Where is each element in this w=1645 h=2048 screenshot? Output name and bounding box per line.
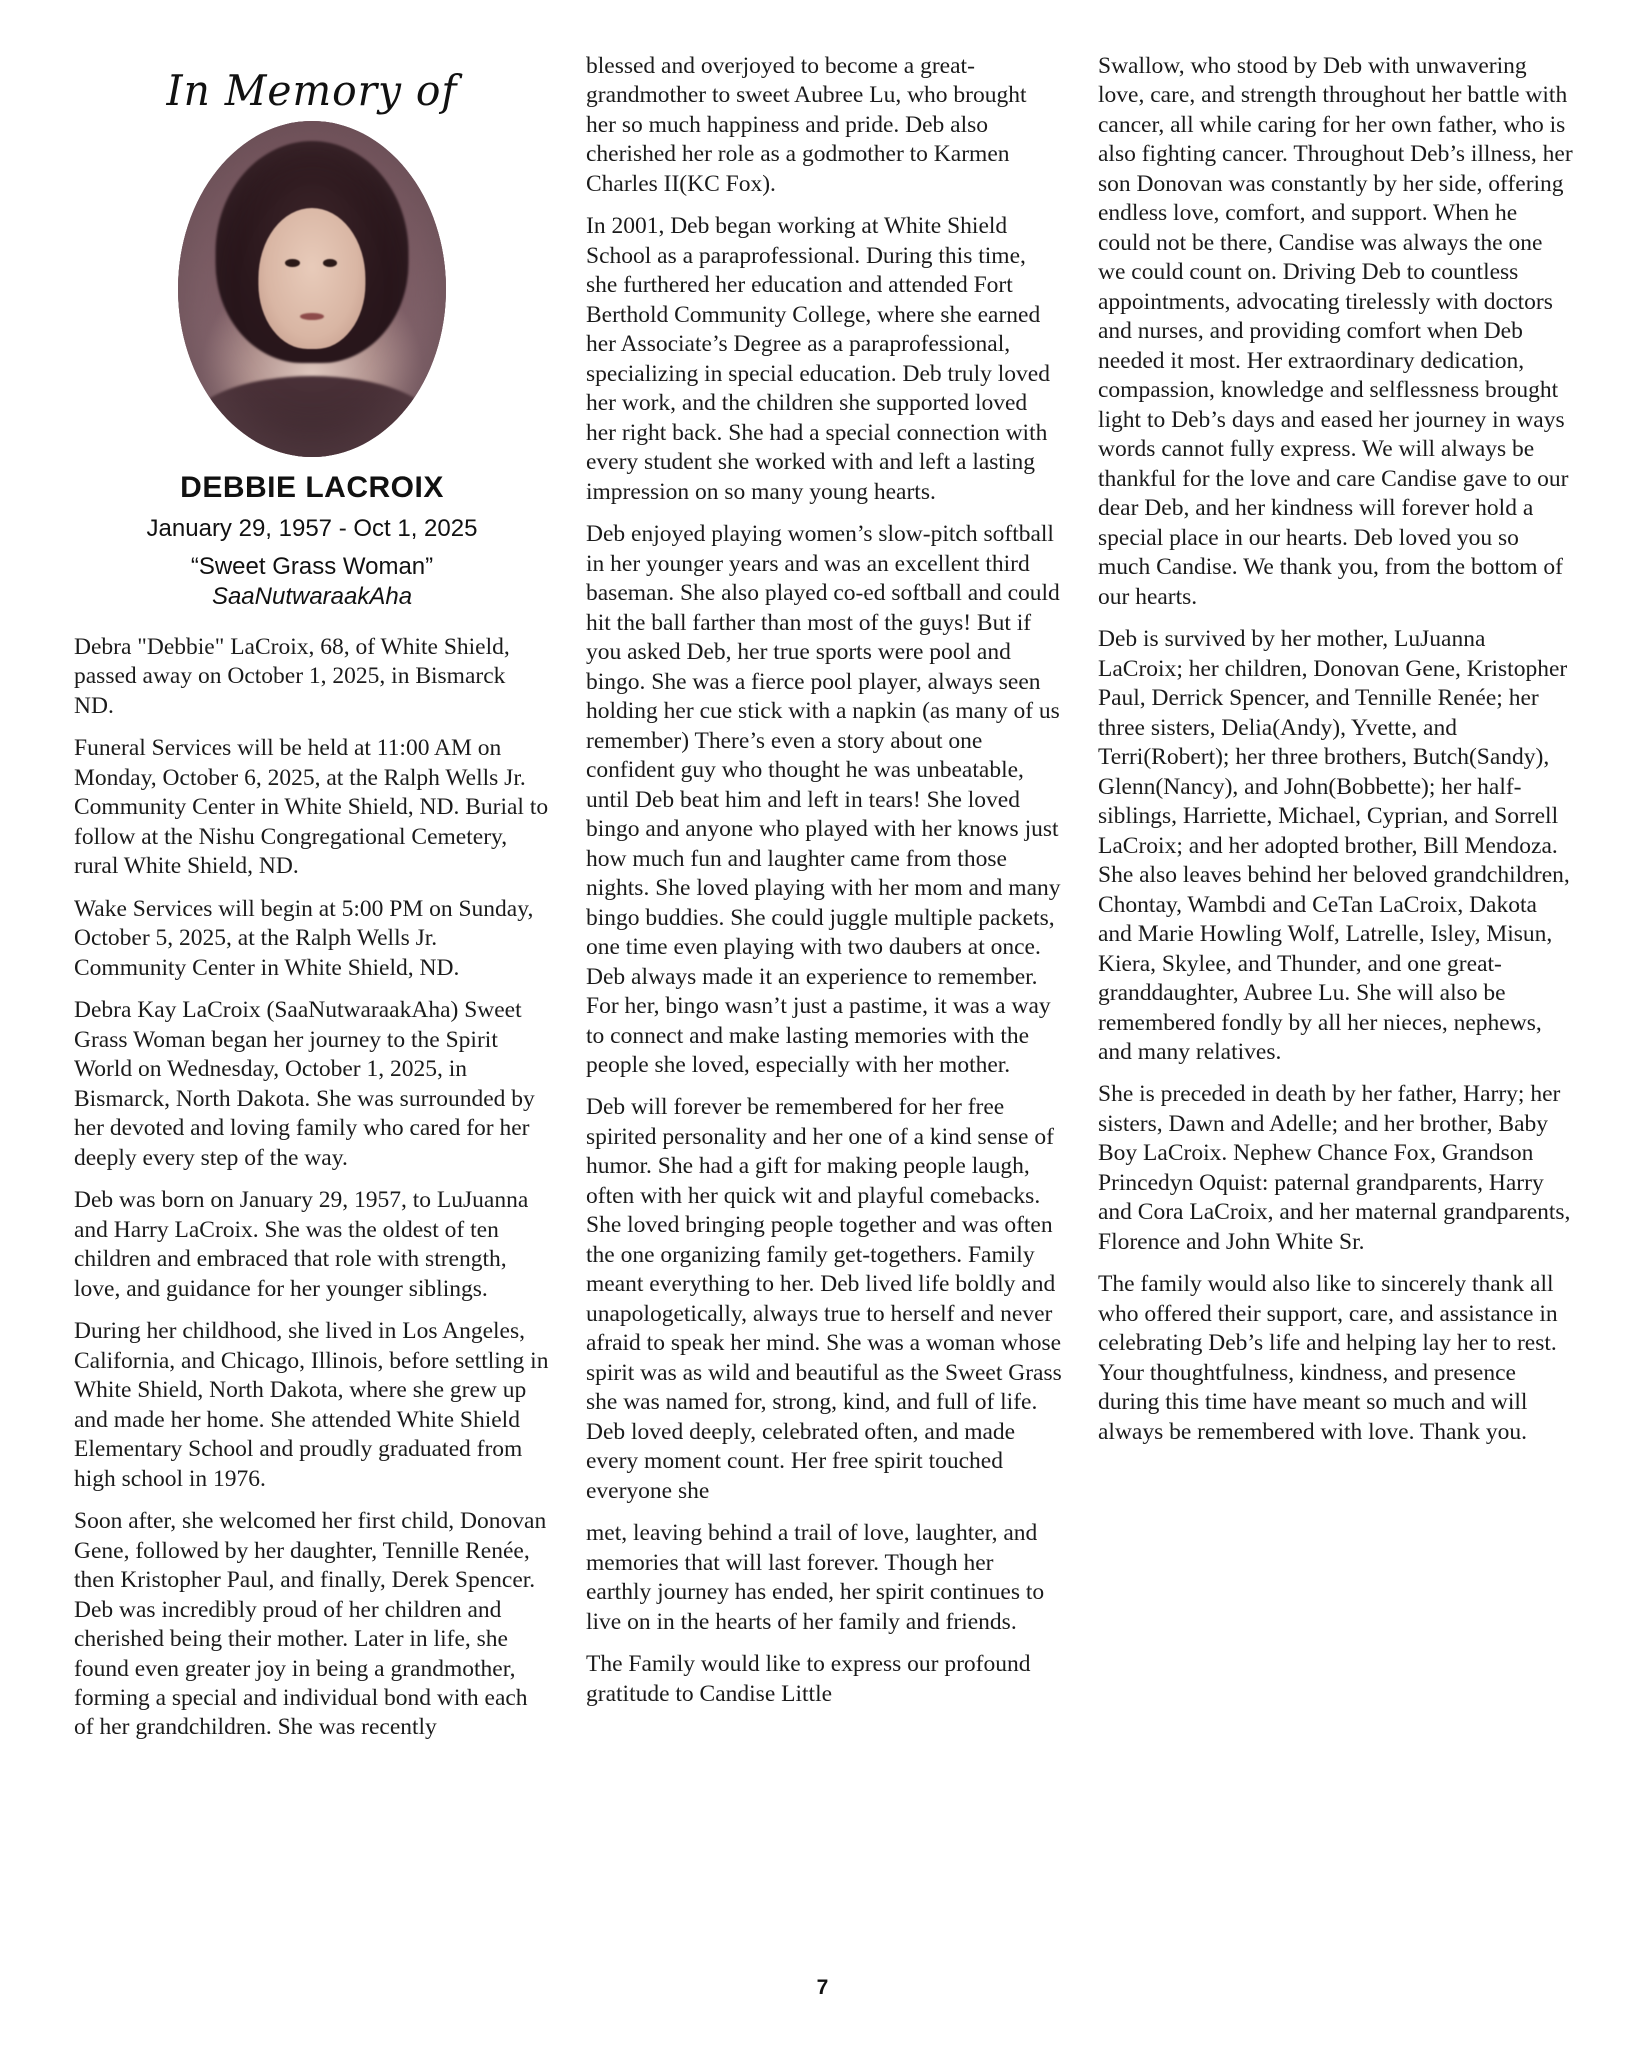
column-two — [586, 52, 1062, 1932]
paragraph: The Family would like to express our profound gratitude to Candise Little — [586, 1651, 1031, 1707]
deceased-name: DEBBIE LACROIX — [180, 471, 444, 504]
paragraph: Deb will forever be remembered for her free spirited personality and her one of a kind sense of humor. She had a gift for making people laugh, often with her quick wit and playful comebacks. She loved bringing people together and was often the one organizing family get-togethers. Family meant everything to her. Deb lived life boldly and unapologetically, always true to herself and never afraid to speak her mind. She was a woman whose spirit was as wild and beautiful as the Sweet Grass she was named for, strong, kind, and full of life. Deb loved deeply, celebrated often, and made every moment count. Her free spirit touched everyone she — [586, 1094, 1062, 1504]
paragraph: Swallow, who stood by Deb with unwavering love, care, and strength throughout her battle with cancer, all while caring for her own father, who is also fighting cancer. Throughout Deb’s illness, her son Donovan was constantly by her side, offering endless love, comfort, and support. When he could not be there, Candise was always the one we could count on. Driving Deb to countless appointments, advocating tirelessly with doctors and nurses, and providing comfort when Deb needed it most. Her extraordinary dedication, compassion, knowledge and selflessness brought light to Deb’s days and eased her journey in ways words cannot fully express. We will always be thankful for the love and care Candise gave to our dear Deb, and her kindness will forever hold a special place in our hearts. Deb loved you so much Candise. We thank you, from the bottom of our hearts. — [1098, 53, 1573, 610]
paragraph: The family would also like to sincerely thank all who offered their support, care, and assistance in celebrating Deb’s life and helping lay her to rest. Your thoughtfulness, kindness, and presence during this time have meant so much and will always be remembered with love. Thank you. — [1098, 1271, 1558, 1445]
memorial-masthead — [74, 66, 550, 611]
paragraph: During her childhood, she lived in Los Angeles, California, and Chicago, Illinois, before settling in White Shield, North Dakota, where she grew up and made her home. She attended White Shield Elementary School and proudly graduated from high school in 1976. — [74, 1318, 549, 1492]
paragraph: Funeral Services will be held at 11:00 AM on Monday, October 6, 2025, at the Ralph Wells Jr. Community Center in White Shield, ND. Burial to follow at the Nishu Congregational Cemetery, rural White Shield, ND. — [74, 735, 549, 880]
paragraph: Deb enjoyed playing women’s slow-pitch softball in her younger years and was an excellent third baseman. She also played co-ed softball and could hit the ball farther than most of the guys! But if you asked Deb, her true sports were pool and bingo. She was a fierce pool player, always seen holding her cue stick with a napkin (as many of us remember) There’s even a story about one confident guy who thought he was unbeatable, until Deb beat him and left in tears! She loved bingo and anyone who played with her knows just how much fun and laughter came from those nights. She loved playing with her mom and many bingo buddies. She could juggle multiple packets, one time even playing with two daubers at once. Deb always made it an experience to remember. For her, bingo wasn’t just a pastime, it was a way to connect and make lasting memories with the people she loved, especially with her mother. — [586, 521, 1061, 1078]
paragraph: Deb is survived by her mother, LuJuanna LaCroix; her children, Donovan Gene, Kristopher Paul, Derrick Spencer, and Tennille Renée; her three sisters, Delia(Andy), Yvette, and Terri(Robert); her three brothers, Butch(Sandy), Glenn(Nancy), and John(Bobbette); her half-siblings, Harriette, Michael, Cyprian, and Sorrell LaCroix; and her adopted brother, Bill Mendoza. She also leaves behind her beloved grandchildren, Chontay, Wambdi and CeTan LaCroix, Dakota and Marie Howling Wolf, Latrelle, Isley, Misun, Kiera, Skylee, and Thunder, and one great-granddaughter, Aubree Lu. She will also be remembered fondly by all her nieces, nephews, and many relatives. — [1098, 626, 1570, 1065]
portrait-vignette — [178, 121, 446, 457]
paragraph: Deb was born on January 29, 1957, to LuJuanna and Harry LaCroix. She was the oldest of ten children and embraced that role with strength, love, and guidance for her younger siblings. — [74, 1187, 529, 1302]
traditional-name-english: “Sweet Grass Woman” — [190, 553, 434, 580]
portrait-container — [74, 121, 550, 457]
life-dates: January 29, 1957 - Oct 1, 2025 — [146, 515, 478, 542]
three-column-layout — [74, 52, 1574, 1932]
column-one — [74, 52, 550, 1932]
paragraph: blessed and overjoyed to become a great-grandmother to sweet Aubree Lu, who brought her so much happiness and pride. Deb also cherished her role as a godmother to Karmen Charles II(KC Fox). — [586, 53, 1027, 197]
paragraph: Debra Kay LaCroix (SaaNutwaraakAha) Sweet Grass Woman began her journey to the Spirit World on Wednesday, October 1, 2025, in Bismarck, North Dakota. She was surrounded by her devoted and loving family who cared for her deeply every step of the way. — [74, 997, 535, 1171]
paragraph: Soon after, she welcomed her first child, Donovan Gene, followed by her daughter, Tennille Renée, then Kristopher Paul, and finally, Derek Spencer. Deb was incredibly proud of her children and cherished being their mother. Later in life, she found even greater joy in being a grandmother, forming a special and individual bond with each of her grandchildren. She was recently — [74, 1508, 547, 1741]
column-three — [1098, 52, 1574, 1932]
in-memory-of-heading: In Memory of — [166, 66, 458, 115]
paragraph: Debra "Debbie" LaCroix, 68, of White Shield, passed away on October 1, 2025, in Bismarck ND. — [74, 634, 510, 719]
paragraph: Wake Services will begin at 5:00 PM on Sunday, October 5, 2025, at the Ralph Wells Jr. Community Center in White Shield, ND. — [74, 895, 534, 981]
traditional-name-native: SaaNutwaraakAha — [211, 583, 413, 610]
paragraph: met, leaving behind a trail of love, laughter, and memories that will last forever. Though her earthly journey has ended, her spirit continues to live on in the hearts of her family and friends. — [586, 1520, 1045, 1635]
paragraph: She is preceded in death by her father, Harry; her sisters, Dawn and Adelle; and her brother, Baby Boy LaCroix. Nephew Chance Fox, Grandson Princedyn Oquist: paternal grandparents, Harry and Cora LaCroix, and her maternal grandparents, Florence and John White Sr. — [1098, 1081, 1571, 1255]
paragraph: In 2001, Deb began working at White Shield School as a paraprofessional. During this time, she furthered her education and attended Fort Berthold Community College, where she earned her Associate’s Degree as a paraprofessional, specializing in special education. Deb truly loved her work, and the children she supported loved her right back. She had a special connection with every student she worked with and left a lasting impression on so many young hearts. — [586, 213, 1050, 505]
page-number: 7 — [816, 1976, 829, 1999]
portrait-photo — [178, 121, 446, 457]
